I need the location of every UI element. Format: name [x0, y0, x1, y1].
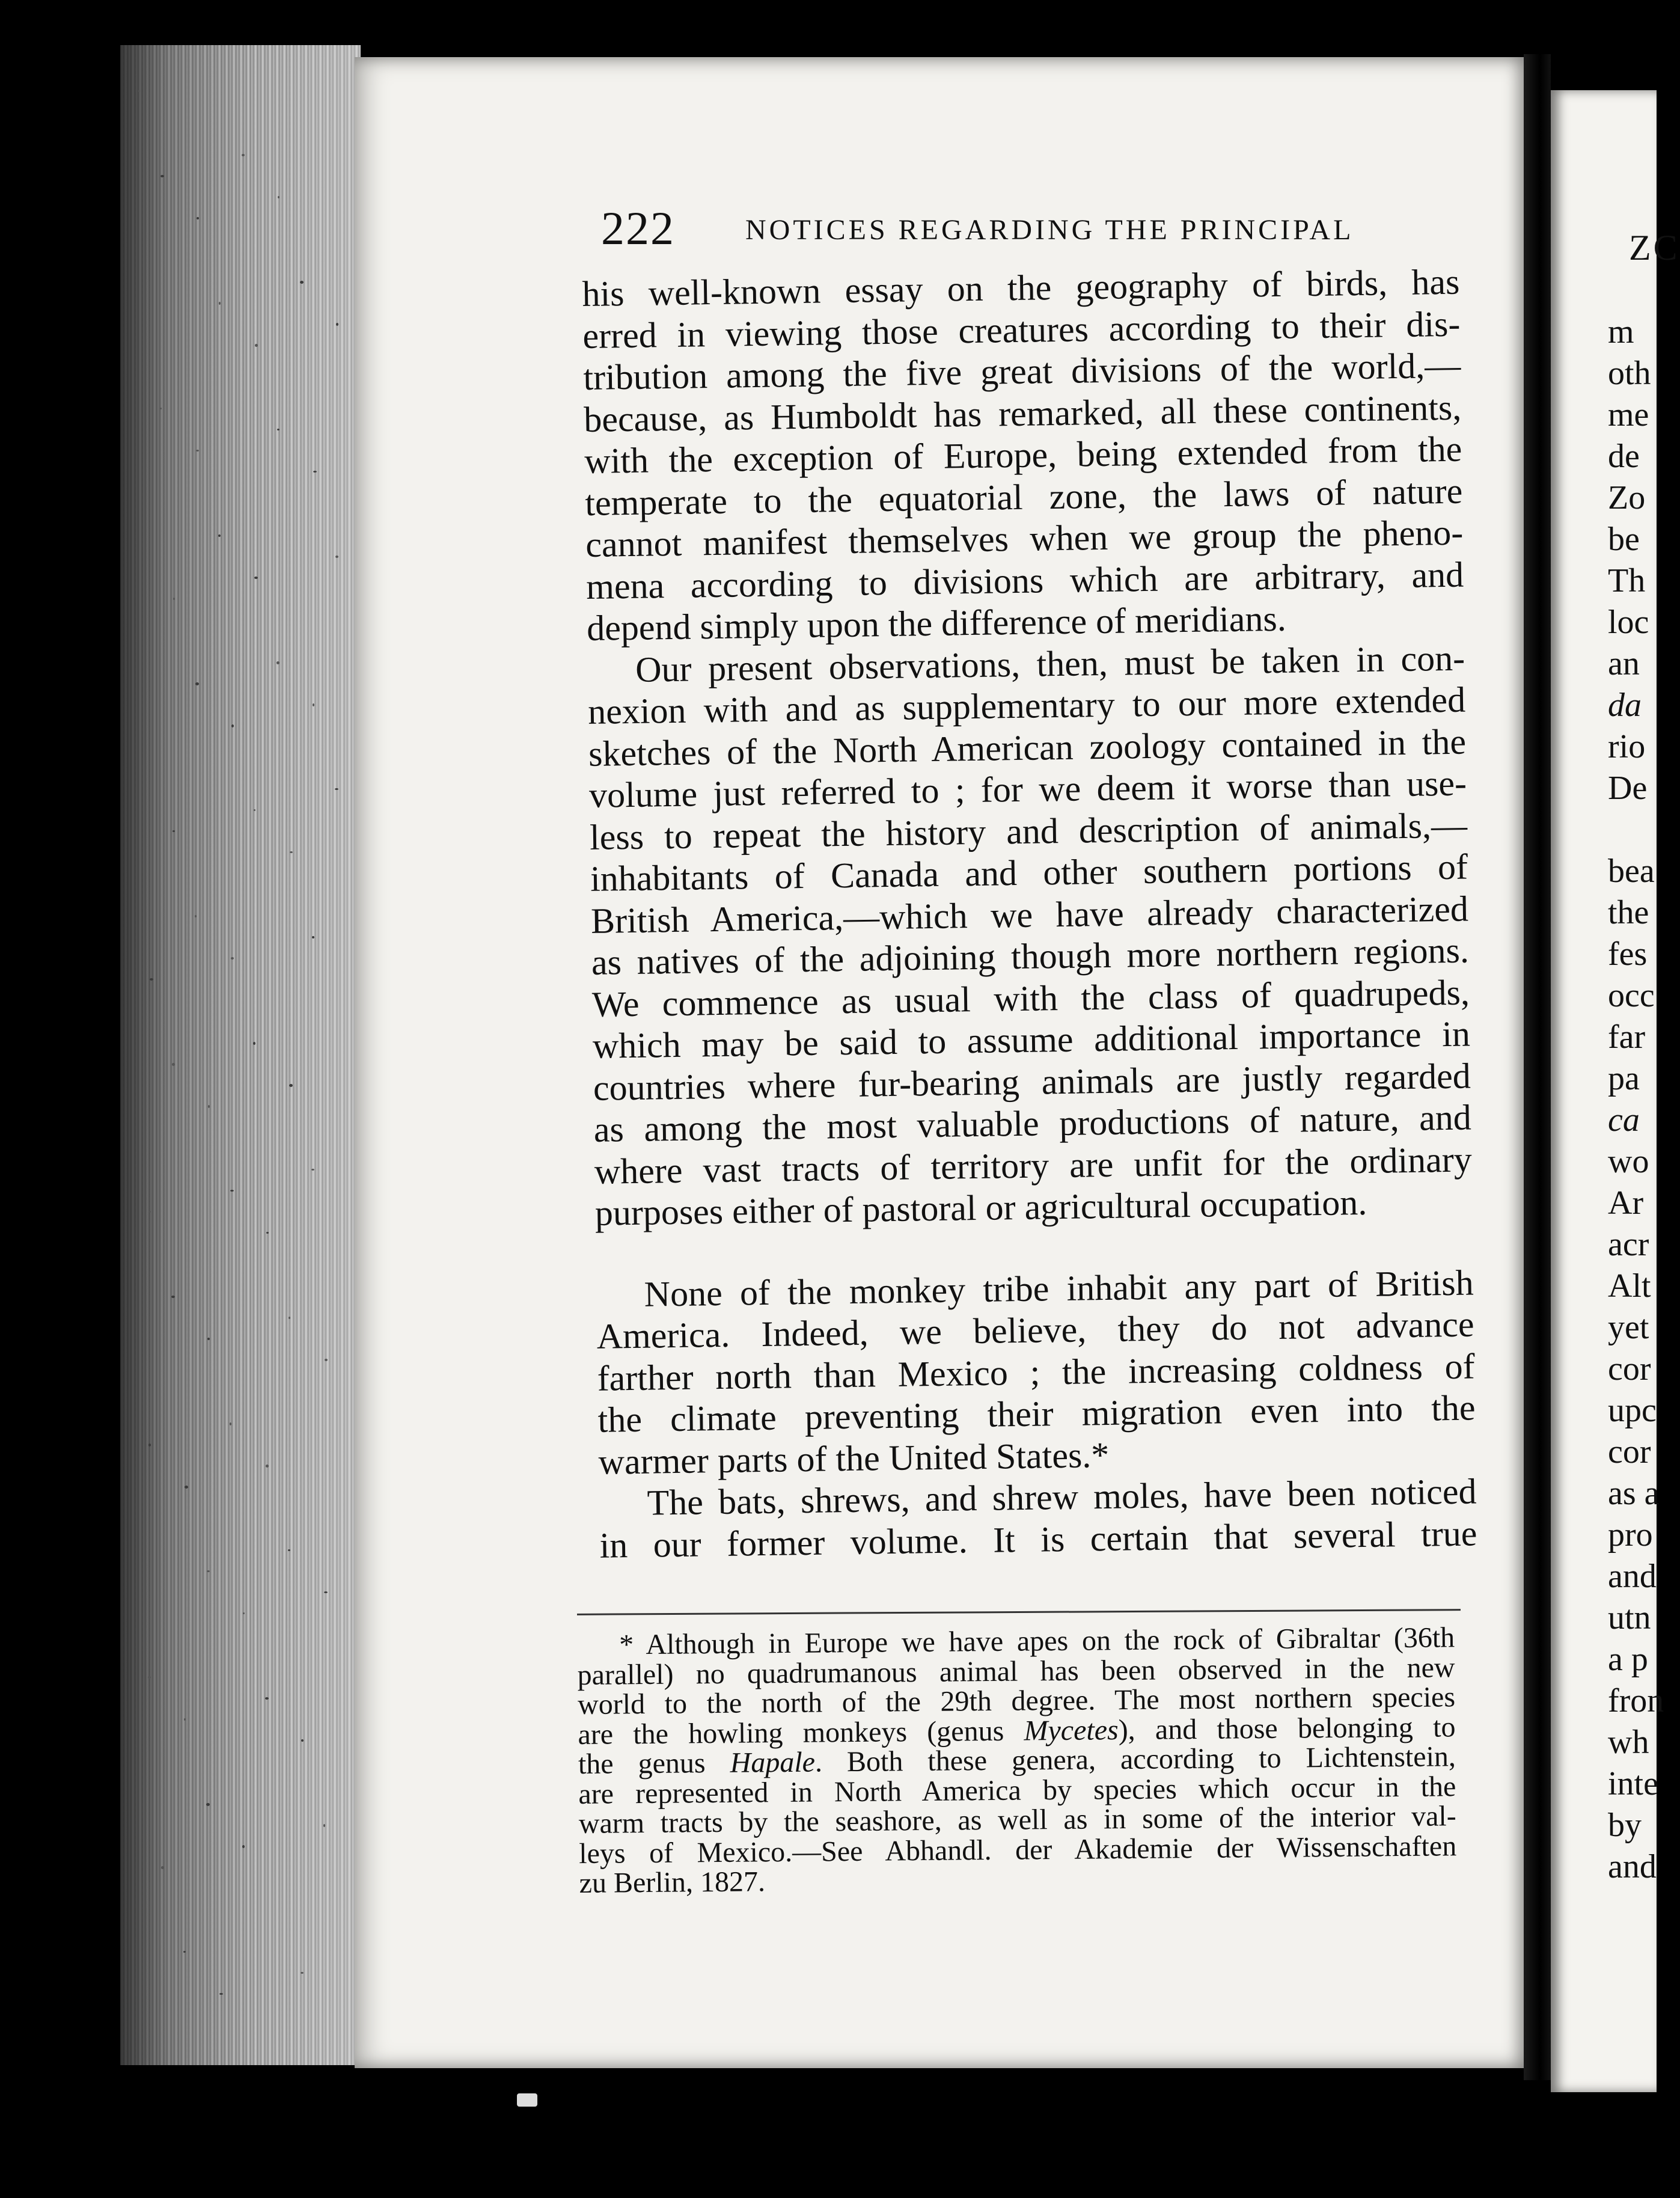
paper-speck — [325, 1359, 328, 1361]
body-line: countries where fur-bearing animals are justly regarded — [593, 1055, 1471, 1108]
paper-speck — [195, 915, 197, 917]
paper-speck — [207, 1338, 210, 1340]
body-line: America. Indeed, we believe, they do not advance — [596, 1304, 1475, 1356]
paper-speck — [160, 175, 164, 177]
paper-speck — [277, 429, 279, 430]
facing-page-line: utn — [1608, 1599, 1651, 1636]
paper-speck — [161, 1866, 164, 1869]
paper-speck — [206, 1803, 210, 1806]
paper-speck — [219, 1993, 223, 1995]
footnote-text: the genus — [578, 1746, 730, 1780]
body-line: volume just referred to ; for we deem it worse than use- — [588, 763, 1467, 815]
body-line: as natives of the adjoining though more northern regions. — [591, 930, 1470, 982]
paper-speck — [276, 661, 279, 664]
facing-page-line: m — [1608, 313, 1634, 351]
paper-speck — [230, 1422, 231, 1425]
facing-page-line: occ — [1608, 977, 1655, 1014]
page-stack-shadow — [120, 45, 361, 2065]
footnote-line: * Although in Europe we have apes on the rock of Gibraltar (36th — [619, 1621, 1455, 1661]
paper-speck — [323, 1824, 325, 1827]
facing-page-line: an — [1608, 645, 1640, 682]
footnote-line: leys of Mexico.—See Abhandl. der Akademie der Wissenschaften — [579, 1829, 1457, 1870]
facing-page-line: fron — [1608, 1682, 1664, 1719]
facing-page-line: de — [1608, 438, 1640, 475]
paper-speck — [313, 471, 317, 473]
facing-page-line: Th — [1608, 562, 1646, 599]
paper-speck — [173, 598, 175, 600]
body-line: warmer parts of the United States.* — [598, 1434, 1110, 1482]
paper-speck — [242, 154, 245, 156]
body-line: erred in viewing those creatures according to their dis- — [582, 304, 1461, 356]
footnote-line: zu Berlin, 1827. — [579, 1866, 766, 1899]
paper-speck — [278, 196, 279, 198]
paper-speck — [324, 1591, 328, 1593]
facing-page-line: oth — [1608, 355, 1651, 392]
paper-speck — [184, 1718, 186, 1721]
facing-page-line: far — [1608, 1018, 1646, 1056]
paper-speck — [231, 724, 234, 727]
paper-speck — [266, 1465, 269, 1468]
paper-speck — [254, 809, 255, 811]
footnote-line: world to the north of the 29th degree. The most northern species — [577, 1681, 1456, 1721]
paper-speck — [266, 1232, 269, 1234]
body-line: his well-known essay on the geography of birds, has — [582, 262, 1460, 314]
facing-page-line: as a — [1608, 1475, 1660, 1512]
footnote-line: are represented in North America by species which occur in the — [578, 1770, 1456, 1810]
paper-speck — [311, 1169, 314, 1171]
paper-speck — [254, 577, 258, 579]
paper-speck — [196, 450, 199, 452]
facing-page-line: ca — [1608, 1101, 1640, 1139]
paper-speck — [290, 851, 293, 853]
facing-page-line: De — [1608, 770, 1648, 807]
paper-speck — [301, 1739, 304, 1742]
paper-speck — [171, 1296, 175, 1298]
body-line: nexion with and as supplementary to our more extended — [587, 679, 1466, 732]
body-line: less to repeat the history and description of animals,— — [589, 805, 1468, 857]
running-head: NOTICES REGARDING THE PRINCIPAL — [745, 214, 1354, 246]
paper-speck — [207, 1570, 210, 1572]
paper-speck — [148, 1676, 151, 1679]
page-header — [601, 201, 1352, 256]
footnote-text: are the howling monkeys (genus — [578, 1715, 1024, 1751]
genus-name: Hapale — [730, 1746, 816, 1779]
paper-speck — [185, 1486, 188, 1489]
paper-speck — [243, 1612, 245, 1614]
footnote-line: warm tracts by the seashore, as well as in some of the interior val- — [578, 1800, 1456, 1840]
body-line: British America,—which we have already characterized — [590, 889, 1469, 941]
page-number: 222 — [601, 202, 675, 254]
facing-page-line: loc — [1608, 604, 1649, 641]
book-gutter — [1524, 54, 1551, 2080]
facing-page-line: Alt — [1608, 1267, 1651, 1305]
body-line: temperate to the equatorial zone, the laws of nature — [584, 471, 1463, 523]
facing-page-line: fes — [1608, 935, 1648, 973]
paper-speck — [288, 1549, 290, 1551]
paper-speck — [289, 1317, 290, 1319]
facing-page-line: bea — [1608, 853, 1655, 890]
body-line: sketches of the North American zoology contained in the — [588, 721, 1467, 774]
facing-page-line: wh — [1608, 1724, 1649, 1761]
facing-page-line: me — [1608, 396, 1649, 433]
body-line: which may be said to assume additional importance in — [592, 1014, 1471, 1066]
paper-speck — [312, 936, 314, 938]
paper-speck — [301, 1972, 304, 1974]
paper-speck — [197, 217, 199, 219]
paper-speck — [138, 90, 140, 92]
facing-page-line: cor — [1608, 1433, 1651, 1471]
facing-page-line: pro — [1608, 1516, 1653, 1554]
body-line: where vast tracts of territory are unfit for the ordinary — [594, 1139, 1473, 1192]
body-line: with the exception of Europe, being extended from the — [584, 429, 1462, 481]
facing-page-header: ZC — [1629, 228, 1680, 268]
body-line: Our present observations, then, must be taken in con- — [635, 638, 1465, 690]
facing-page-line: rio — [1608, 728, 1646, 765]
paper-speck — [195, 682, 199, 685]
body-line: because, as Humboldt has remarked, all these continents, — [583, 387, 1462, 439]
paper-speck — [289, 1084, 293, 1087]
footnote — [577, 1623, 1457, 1898]
body-line: in our former volume. It is certain that several true — [599, 1513, 1477, 1566]
facing-page-line: cor — [1608, 1350, 1651, 1388]
footnote-text: ), and those belonging to — [1118, 1710, 1456, 1746]
paper-speck — [253, 1042, 255, 1045]
paper-speck — [160, 408, 162, 409]
body-line: purposes either of pastoral or agricultural occupation. — [594, 1182, 1367, 1233]
facing-page — [1551, 90, 1680, 2092]
body-line: inhabitants of Canada and other southern portions of — [590, 846, 1468, 899]
body-line: tribution among the five great divisions of the world,— — [582, 345, 1461, 397]
facing-page-line: wo — [1608, 1143, 1649, 1180]
paper-speck — [242, 1845, 245, 1848]
paper-speck — [265, 1697, 269, 1700]
paper-speck — [230, 1190, 234, 1192]
paper-speck — [149, 1211, 151, 1213]
body-line: the climate preventing their migration even into the — [597, 1388, 1476, 1440]
paper-speck — [335, 556, 338, 558]
body-line: as among the most valuable productions of nature, and — [593, 1097, 1472, 1150]
facing-page-line: Ar — [1608, 1184, 1644, 1222]
facing-page-line: the — [1608, 894, 1649, 931]
facing-page-line: and — [1608, 1558, 1657, 1595]
genus-name: Mycetes — [1024, 1713, 1119, 1747]
facing-page-line: yet — [1608, 1309, 1649, 1346]
paper-speck — [150, 978, 153, 981]
footnote-text: . Both these genera, according to Lichtenstein, — [814, 1740, 1456, 1778]
body-line: farther north than Mexico ; the increasing coldness of — [597, 1345, 1475, 1398]
paper-speck — [219, 302, 221, 305]
body-line: depend simply upon the difference of meridians. — [586, 598, 1287, 648]
paper-speck — [172, 1063, 175, 1066]
paper-speck — [148, 1443, 151, 1446]
facing-page-line: a p — [1608, 1641, 1648, 1678]
body-text — [582, 262, 1477, 1567]
facing-page-line: acr — [1608, 1226, 1649, 1263]
facing-page-line: be — [1608, 521, 1640, 558]
footnote-line: parallel) no quadrumanous animal has been observed in the new — [577, 1651, 1455, 1691]
facing-page-line: da — [1608, 687, 1642, 724]
paper-speck — [218, 534, 221, 537]
body-line: We commence as usual with the class of quadrupeds, — [591, 972, 1470, 1024]
body-line: None of the monkey tribe inhabit any part of British — [644, 1262, 1474, 1314]
paper-speck — [255, 344, 258, 347]
body-line: cannot manifest themselves when we group the pheno- — [585, 512, 1464, 565]
paper-speck — [231, 957, 234, 960]
paper-tab-mark — [517, 2093, 537, 2107]
facing-page-line: inte — [1608, 1765, 1658, 1802]
facing-page-line: upc — [1608, 1392, 1657, 1429]
facing-page-line: pa — [1608, 1060, 1640, 1097]
paper-speck — [183, 1951, 186, 1953]
body-line: The bats, shrews, and shrew moles, have been noticed — [647, 1471, 1477, 1523]
paper-speck — [335, 788, 338, 790]
facing-page-line: by — [1608, 1807, 1642, 1844]
paper-speck — [300, 281, 304, 284]
paper-speck — [336, 323, 338, 326]
body-line: mena according to divisions which are arbitrary, and — [585, 554, 1464, 607]
paper-speck — [208, 1105, 210, 1108]
paper-speck — [313, 703, 314, 706]
facing-page-line: and — [1608, 1848, 1657, 1885]
paper-speck — [173, 830, 175, 832]
facing-page-line: Zo — [1608, 479, 1646, 516]
